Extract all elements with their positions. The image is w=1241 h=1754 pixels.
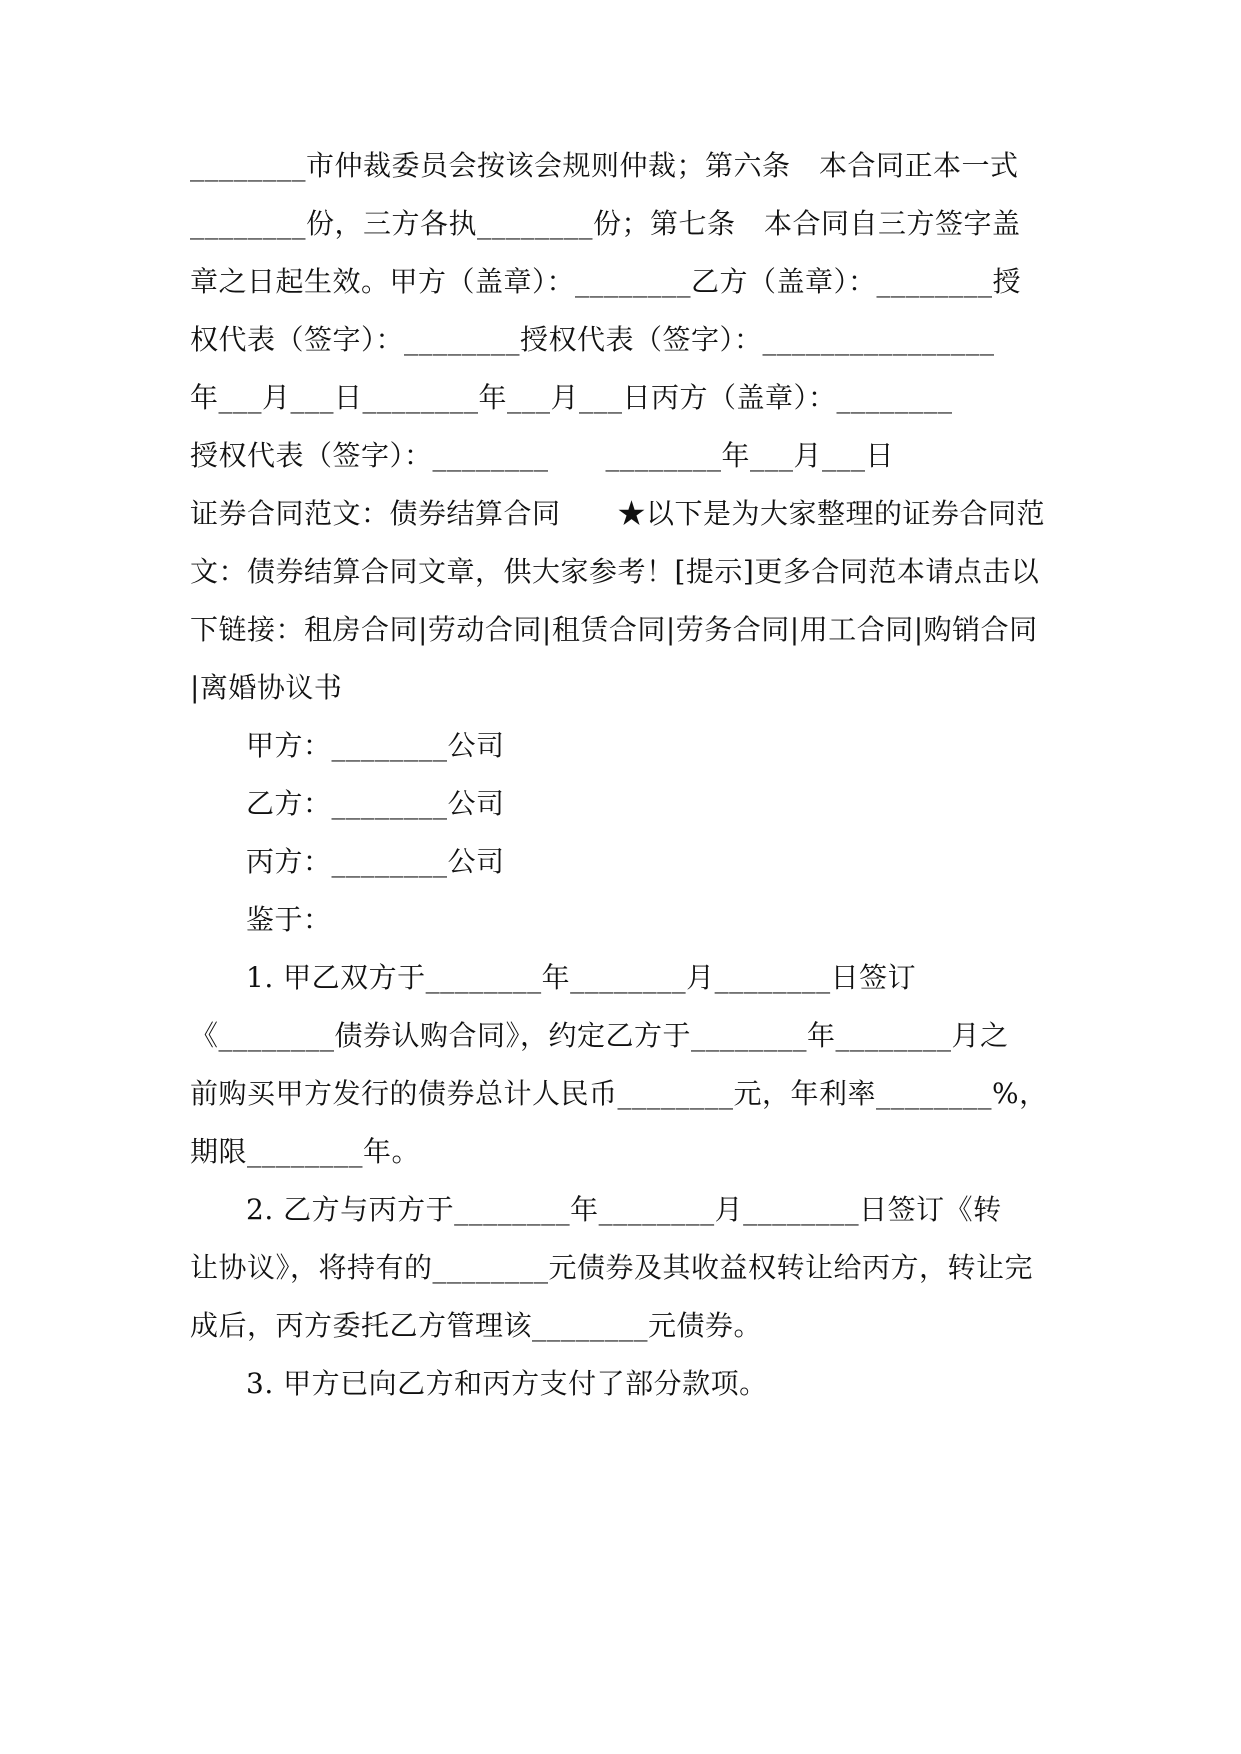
text-line: 让协议》，将持有的________元债券及其收益权转让给丙方，转让完 <box>190 1251 1034 1284</box>
text-line: 下链接：租房合同|劳动合同|租赁合同|劳务合同|用工合同|购销合同 <box>190 613 1038 646</box>
text-line: 文：债券结算合同文章，供大家参考！[提示]更多合同范本请点击以 <box>190 555 1040 588</box>
text-line: 证券合同范文：债券结算合同 ★以下是为大家整理的证券合同范 <box>190 497 1046 530</box>
text-line: |离婚协议书 <box>190 671 343 704</box>
text-line: 《________债券认购合同》，约定乙方于________年________月之 <box>190 1019 1009 1052</box>
party-c-line: 丙方：________公司 <box>246 845 505 878</box>
text-line: 权代表（签字）：________授权代表（签字）：________________ <box>190 323 995 356</box>
party-b-line: 乙方：________公司 <box>246 787 505 820</box>
text-line: 前购买甲方发行的债券总计人民币________元，年利率________%， <box>190 1077 1048 1110</box>
text-line: 章之日起生效。甲方（盖章）：________乙方（盖章）：________授 <box>190 265 1022 298</box>
text-line: 年___月___日________年___月___日丙方（盖章）：________ <box>190 381 953 414</box>
clause-2-line: 2. 乙方与丙方于________年________月________日签订《转 <box>246 1193 1002 1226</box>
text-line: ________份，三方各执________份；第七条 本合同自三方签字盖 <box>190 207 1021 240</box>
clause-3-line: 3. 甲方已向乙方和丙方支付了部分款项。 <box>246 1367 768 1400</box>
text-line: ________市仲裁委员会按该会规则仲裁；第六条 本合同正本一式 <box>190 149 1019 182</box>
text-line: 授权代表（签字）：________ ________年___月___日 <box>190 439 895 472</box>
text-line: 期限________年。 <box>190 1135 421 1168</box>
whereas-heading: 鉴于： <box>246 903 332 936</box>
text-line: 成后，丙方委托乙方管理该________元债券。 <box>190 1309 763 1342</box>
party-a-line: 甲方：________公司 <box>246 729 505 762</box>
clause-1-line: 1. 甲乙双方于________年________月________日签订 <box>246 961 917 994</box>
